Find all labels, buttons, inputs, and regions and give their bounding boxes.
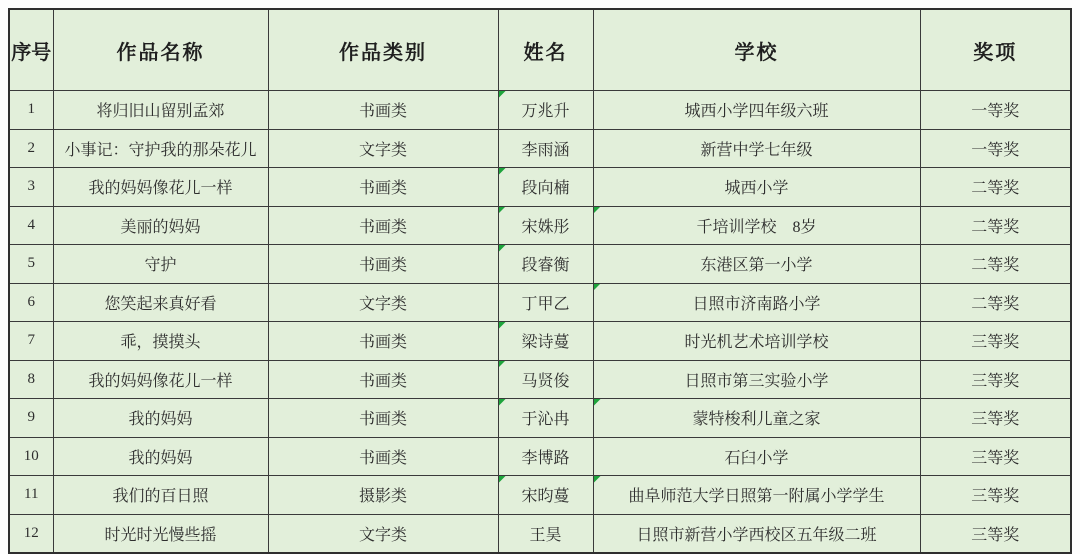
table-row (9, 514, 1071, 553)
cell-text: 三等奖 (971, 372, 1020, 390)
cell-no[interactable] (9, 360, 53, 399)
cell-category[interactable] (268, 437, 498, 476)
cell-text: 梁诗蔓 (521, 334, 570, 352)
cell-name[interactable] (498, 322, 593, 361)
cell-name[interactable] (498, 206, 593, 245)
cell-award[interactable] (920, 206, 1071, 245)
cell-flag-icon (499, 207, 506, 214)
cell-school[interactable] (593, 437, 920, 476)
cell-school[interactable] (593, 322, 920, 361)
table-row (9, 283, 1071, 322)
cell-no[interactable] (9, 206, 53, 245)
header-cell-category[interactable]: 作品类别 (268, 9, 498, 91)
cell-name[interactable] (498, 437, 593, 476)
header-cell-award[interactable]: 奖项 (920, 9, 1071, 91)
cell-text: 王昊 (529, 526, 562, 544)
cell-text: 日照市第三实验小学 (684, 372, 829, 390)
cell-text: 7 (27, 332, 35, 349)
cell-title[interactable] (53, 514, 268, 553)
header-cell-name[interactable]: 姓名 (498, 9, 593, 91)
cell-text: 3 (27, 178, 35, 195)
cell-no[interactable] (9, 322, 53, 361)
cell-school[interactable] (593, 91, 920, 130)
cell-title[interactable] (53, 399, 268, 438)
cell-text: 4 (27, 216, 35, 233)
cell-flag-icon (594, 399, 601, 406)
cell-award[interactable] (920, 360, 1071, 399)
cell-no[interactable] (9, 399, 53, 438)
cell-text: 石臼小学 (724, 449, 789, 467)
cell-school[interactable] (593, 360, 920, 399)
cell-school[interactable] (593, 245, 920, 284)
table-row (9, 245, 1071, 284)
cell-name[interactable] (498, 129, 593, 168)
cell-category[interactable] (268, 514, 498, 553)
cell-flag-icon (594, 284, 601, 291)
cell-school[interactable] (593, 399, 920, 438)
cell-text: 二等奖 (971, 180, 1020, 198)
cell-text: 时光机艺术培训学校 (684, 334, 829, 352)
cell-text: 12 (23, 524, 39, 541)
cell-no[interactable] (9, 245, 53, 284)
cell-text: 李博路 (521, 449, 570, 467)
cell-text: 文字类 (358, 526, 407, 544)
cell-name[interactable] (498, 283, 593, 322)
cell-text: 文字类 (358, 141, 407, 159)
cell-school[interactable] (593, 514, 920, 553)
cell-text: 9 (27, 409, 35, 426)
cell-text: 段向楠 (521, 180, 570, 198)
cell-category[interactable] (268, 91, 498, 130)
cell-award[interactable] (920, 514, 1071, 553)
cell-text: 8 (27, 370, 35, 387)
cell-text: 将归旧山留别孟郊 (96, 103, 225, 121)
table-row (9, 206, 1071, 245)
cell-name[interactable] (498, 399, 593, 438)
cell-award[interactable] (920, 245, 1071, 284)
header-row (9, 9, 1071, 91)
cell-text: 东港区第一小学 (700, 257, 813, 275)
cell-text: 我的妈妈像花儿一样 (88, 372, 233, 390)
table-row (9, 322, 1071, 361)
cell-category[interactable] (268, 476, 498, 515)
cell-text: 万兆升 (521, 103, 570, 121)
cell-category[interactable] (268, 129, 498, 168)
header-cell-title[interactable]: 作品名称 (53, 9, 268, 91)
cell-name[interactable] (498, 476, 593, 515)
cell-flag-icon (499, 399, 506, 406)
cell-text: 书画类 (358, 218, 407, 236)
table-row (9, 360, 1071, 399)
cell-text: 二等奖 (971, 218, 1020, 236)
cell-flag-icon (499, 168, 506, 175)
cell-text: 5 (27, 255, 35, 272)
table-row (9, 168, 1071, 207)
cell-text: 书画类 (358, 257, 407, 275)
cell-flag-icon (499, 361, 506, 368)
cell-text: 一等奖 (971, 103, 1020, 121)
cell-text: 日照市新营小学西校区五年级二班 (636, 526, 877, 544)
cell-flag-icon (499, 476, 506, 483)
cell-text: 城西小学四年级六班 (684, 103, 829, 121)
cell-text: 曲阜师范大学日照第一附属小学学生 (628, 488, 885, 506)
cell-name[interactable] (498, 91, 593, 130)
cell-flag-icon (499, 322, 506, 329)
cell-text: 摄影类 (358, 488, 407, 506)
cell-award[interactable] (920, 168, 1071, 207)
cell-text: 时光时光慢些摇 (104, 526, 217, 544)
cell-text: 文字类 (358, 295, 407, 313)
cell-text: 蒙特梭利儿童之家 (692, 411, 821, 429)
cell-award[interactable] (920, 322, 1071, 361)
table-row (9, 437, 1071, 476)
cell-text: 书画类 (358, 411, 407, 429)
cell-category[interactable] (268, 168, 498, 207)
cell-flag-icon (499, 91, 506, 98)
cell-title[interactable] (53, 91, 268, 130)
cell-text: 您笑起来真好看 (104, 295, 217, 313)
header-cell-serial[interactable]: 序号 (9, 9, 53, 91)
cell-award[interactable] (920, 399, 1071, 438)
cell-text: 三等奖 (971, 449, 1020, 467)
cell-text: 宋昀蔓 (521, 488, 570, 506)
cell-text: 我的妈妈 (128, 449, 193, 467)
cell-no[interactable] (9, 514, 53, 553)
cell-title[interactable] (53, 322, 268, 361)
cell-award[interactable] (920, 437, 1071, 476)
cell-no[interactable] (9, 129, 53, 168)
cell-award[interactable] (920, 476, 1071, 515)
cell-text: 书画类 (358, 334, 407, 352)
cell-text: 二等奖 (971, 257, 1020, 275)
cell-school[interactable] (593, 168, 920, 207)
cell-category[interactable] (268, 206, 498, 245)
table-header (9, 9, 1071, 91)
cell-text: 我们的百日照 (112, 488, 209, 506)
cell-text: 守护 (144, 257, 177, 275)
cell-title[interactable] (53, 437, 268, 476)
cell-title[interactable] (53, 168, 268, 207)
cell-school[interactable] (593, 283, 920, 322)
cell-category[interactable] (268, 399, 498, 438)
cell-text: 三等奖 (971, 334, 1020, 352)
cell-text: 10 (23, 447, 39, 464)
cell-name[interactable] (498, 245, 593, 284)
cell-text: 美丽的妈妈 (120, 218, 201, 236)
cell-text: 段睿衡 (521, 257, 570, 275)
cell-title[interactable] (53, 476, 268, 515)
cell-text: 1 (27, 101, 35, 118)
cell-text: 李雨涵 (521, 141, 570, 159)
cell-text: 日照市济南路小学 (692, 295, 821, 313)
cell-text: 书画类 (358, 180, 407, 198)
cell-school[interactable] (593, 129, 920, 168)
cell-title[interactable] (53, 360, 268, 399)
cell-title[interactable] (53, 129, 268, 168)
cell-text: 城西小学 (724, 180, 789, 198)
cell-flag-icon (594, 476, 601, 483)
cell-no[interactable] (9, 437, 53, 476)
spreadsheet-area (8, 8, 1072, 554)
cell-text: 我的妈妈 (128, 411, 193, 429)
cell-title[interactable] (53, 206, 268, 245)
award-results-table (8, 8, 1072, 554)
cell-category[interactable] (268, 283, 498, 322)
cell-name[interactable] (498, 168, 593, 207)
cell-school[interactable] (593, 476, 920, 515)
cell-category[interactable] (268, 322, 498, 361)
cell-text: 11 (24, 486, 39, 503)
cell-text: 书画类 (358, 103, 407, 121)
cell-school[interactable] (593, 206, 920, 245)
cell-text: 于沁冉 (521, 411, 570, 429)
table-row (9, 91, 1071, 130)
table-row (9, 399, 1071, 438)
cell-name[interactable] (498, 514, 593, 553)
cell-text: 2 (27, 139, 35, 156)
cell-text: 宋姝彤 (521, 218, 570, 236)
table-body (9, 91, 1071, 554)
table-row (9, 476, 1071, 515)
cell-text: 丁甲乙 (521, 295, 570, 313)
cell-flag-icon (594, 207, 601, 214)
cell-flag-icon (499, 245, 506, 252)
cell-text: 书画类 (358, 372, 407, 390)
cell-title[interactable] (53, 245, 268, 284)
cell-no[interactable] (9, 168, 53, 207)
cell-text: 马贤俊 (521, 372, 570, 390)
cell-text: 乖，摸摸头 (120, 334, 201, 352)
cell-category[interactable] (268, 245, 498, 284)
cell-no[interactable] (9, 476, 53, 515)
cell-text: 二等奖 (971, 295, 1020, 313)
cell-name[interactable] (498, 360, 593, 399)
table-row (9, 129, 1071, 168)
cell-award[interactable] (920, 129, 1071, 168)
cell-text: 三等奖 (971, 526, 1020, 544)
cell-award[interactable] (920, 283, 1071, 322)
cell-no[interactable] (9, 91, 53, 130)
cell-text: 三等奖 (971, 411, 1020, 429)
cell-title[interactable] (53, 283, 268, 322)
cell-text: 6 (27, 293, 35, 310)
cell-text: 书画类 (358, 449, 407, 467)
cell-text: 小事记：守护我的那朵花儿 (64, 141, 257, 159)
cell-text: 我的妈妈像花儿一样 (88, 180, 233, 198)
cell-text: 千培训学校 8岁 (696, 218, 817, 236)
cell-text: 三等奖 (971, 488, 1020, 506)
cell-text: 新营中学七年级 (700, 141, 813, 159)
cell-award[interactable] (920, 91, 1071, 130)
cell-text: 一等奖 (971, 141, 1020, 159)
cell-category[interactable] (268, 360, 498, 399)
header-cell-school[interactable]: 学校 (593, 9, 920, 91)
cell-no[interactable] (9, 283, 53, 322)
